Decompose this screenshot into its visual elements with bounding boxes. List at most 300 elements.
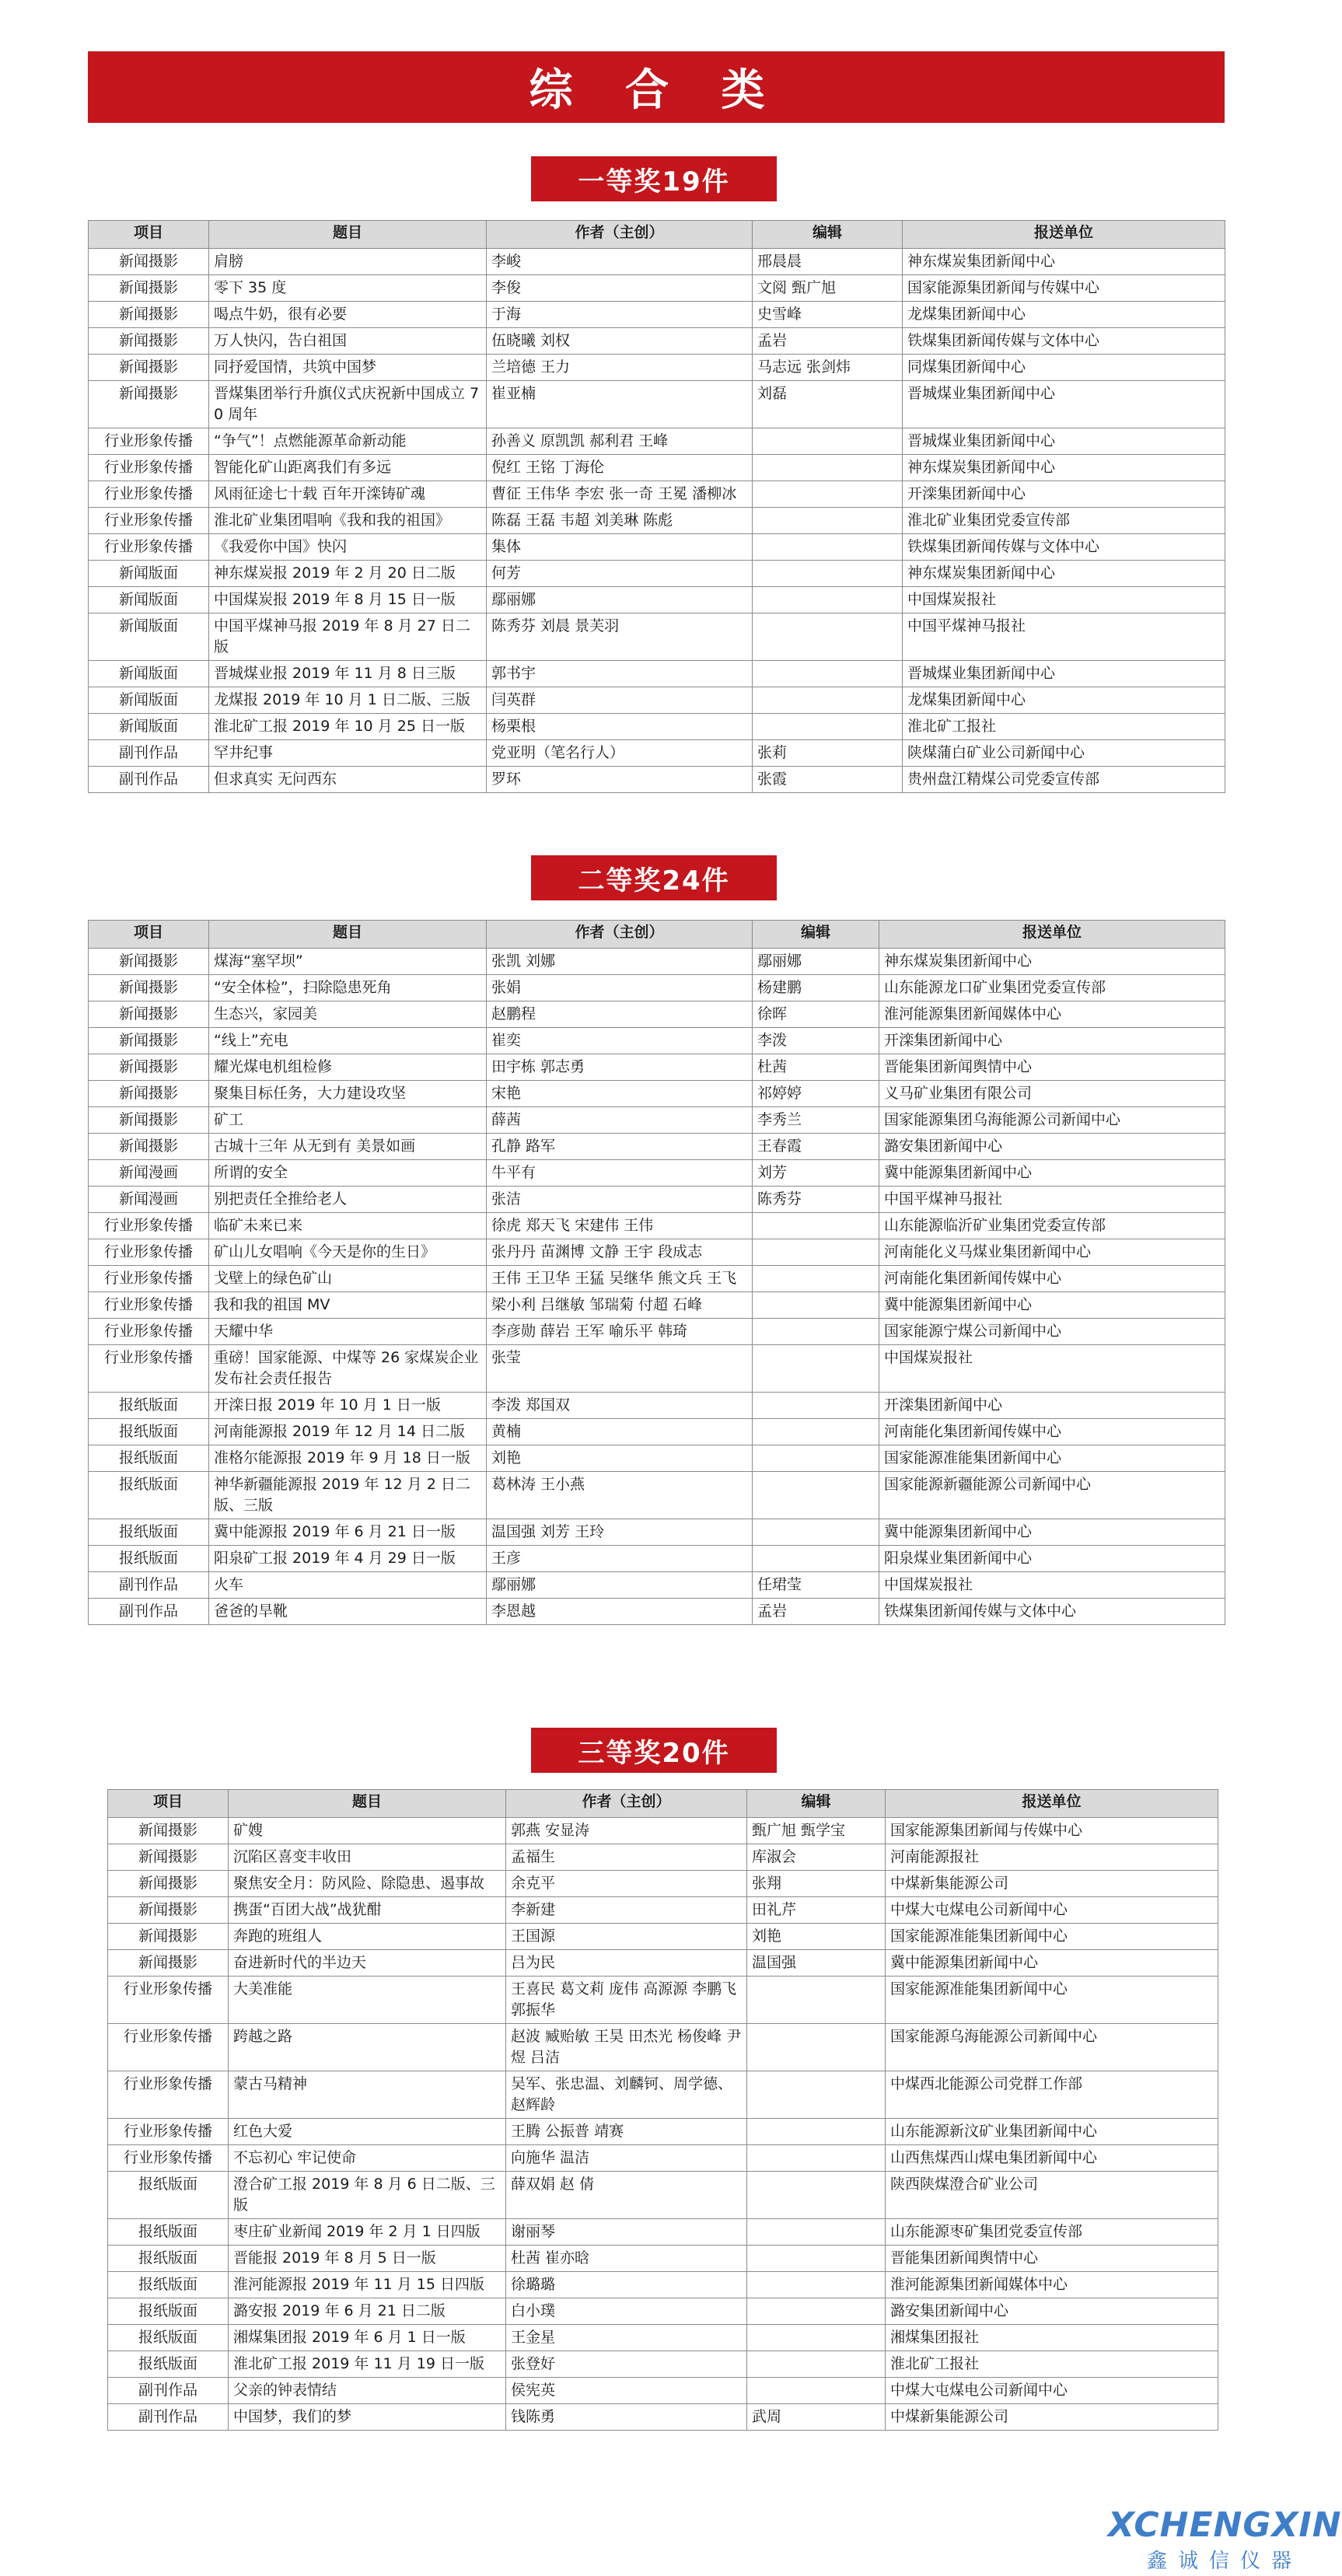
category-cell: 行业形象传播 — [108, 2119, 229, 2145]
category-cell: 新闻摄影 — [108, 1844, 229, 1871]
editor-cell — [747, 2378, 886, 2404]
category-cell: 行业形象传播 — [89, 1292, 209, 1319]
title-cell: 龙煤报 2019 年 10 月 1 日二版、三版 — [209, 687, 487, 714]
category-cell: 副刊作品 — [108, 2404, 229, 2431]
editor-cell — [747, 2145, 886, 2172]
category-cell: 报纸版面 — [89, 1472, 209, 1519]
unit-cell: 中煤西北能源公司党群工作部 — [886, 2071, 1218, 2119]
title-cell: 开滦日报 2019 年 10 月 1 日一版 — [209, 1393, 487, 1419]
author-cell: 赵波 臧贻敏 王昊 田杰光 杨俊峰 尹煜 吕洁 — [506, 2024, 747, 2071]
editor-cell — [753, 1345, 879, 1393]
editor-cell — [747, 2325, 886, 2351]
table-row — [89, 949, 1225, 975]
editor-cell: 李秀兰 — [753, 1107, 879, 1134]
unit-cell: 陕西陕煤澄合矿业公司 — [886, 2172, 1218, 2219]
title-cell: 我和我的祖国 MV — [209, 1292, 487, 1319]
title-cell: 晋能报 2019 年 8 月 5 日一版 — [229, 2246, 506, 2272]
category-cell: 报纸版面 — [108, 2272, 229, 2298]
editor-cell — [753, 1419, 879, 1445]
category-cell: 行业形象传播 — [89, 1239, 209, 1266]
table-row — [89, 455, 1225, 481]
title-cell: 戈壁上的绿色矿山 — [209, 1266, 487, 1292]
author-cell: 薛茜 — [487, 1107, 753, 1134]
title-cell: 晋城煤业报 2019 年 11 月 8 日三版 — [209, 661, 487, 687]
table-row — [89, 1546, 1225, 1572]
editor-cell: 祁婷婷 — [753, 1081, 879, 1107]
unit-cell: 中煤新集能源公司 — [886, 1871, 1218, 1897]
table-row — [108, 2024, 1218, 2071]
unit-cell: 贵州盘江精煤公司党委宣传部 — [903, 767, 1225, 793]
table-row — [89, 613, 1225, 661]
table-row — [89, 1160, 1225, 1187]
author-cell: 曹征 王伟华 李宏 张一奇 王冕 潘柳冰 — [487, 481, 753, 508]
title-cell: 同抒爱国情，共筑中国梦 — [209, 355, 487, 381]
unit-cell: 冀中能源集团新闻中心 — [886, 1950, 1218, 1977]
table-row — [89, 328, 1225, 355]
editor-cell: 温国强 — [747, 1950, 886, 1977]
column-header: 作者（主创） — [487, 921, 753, 949]
category-cell: 新闻摄影 — [89, 249, 209, 275]
author-cell: 王伟 王卫华 王猛 吴继华 熊文兵 王飞 — [487, 1266, 753, 1292]
category-cell: 行业形象传播 — [89, 455, 209, 481]
author-cell: 徐璐璐 — [506, 2272, 747, 2298]
unit-cell: 淮北矿工报社 — [886, 2351, 1218, 2378]
column-header: 题目 — [209, 921, 487, 949]
title-cell: 神东煤炭报 2019 年 2 月 20 日二版 — [209, 561, 487, 587]
author-cell: 张丹丹 苗渊博 文静 王宇 段成志 — [487, 1239, 753, 1266]
editor-cell: 邢晨晨 — [753, 249, 903, 275]
category-cell: 新闻摄影 — [108, 1924, 229, 1950]
author-cell: 王国源 — [506, 1924, 747, 1950]
table-row — [108, 1871, 1218, 1897]
title-cell: 淮北矿工报 2019 年 10 月 25 日一版 — [209, 714, 487, 740]
author-cell: 田宇栋 郭志勇 — [487, 1054, 753, 1081]
editor-cell: 甄广旭 甄学宝 — [747, 1818, 886, 1844]
category-cell: 新闻版面 — [89, 687, 209, 714]
section-title: 三等奖20件 — [531, 1728, 777, 1773]
unit-cell: 冀中能源集团新闻中心 — [879, 1292, 1225, 1319]
table-row — [108, 2378, 1218, 2404]
editor-cell: 杜茜 — [753, 1054, 879, 1081]
unit-cell: 铁煤集团新闻传媒与文体中心 — [903, 534, 1225, 561]
editor-cell — [753, 534, 903, 561]
table-row — [89, 355, 1225, 381]
editor-cell — [753, 587, 903, 613]
editor-cell — [753, 613, 903, 661]
column-header: 编辑 — [753, 221, 903, 249]
author-cell: 崔亚楠 — [487, 381, 753, 428]
table-row — [89, 740, 1225, 767]
title-cell: 淮北矿业集团唱响《我和我的祖国》 — [209, 508, 487, 534]
table-row — [108, 2325, 1218, 2351]
category-cell: 新闻版面 — [89, 714, 209, 740]
title-cell: 阳泉矿工报 2019 年 4 月 29 日一版 — [209, 1546, 487, 1572]
unit-cell: 晋城煤业集团新闻中心 — [903, 661, 1225, 687]
unit-cell: 淮河能源集团新闻媒体中心 — [886, 2272, 1218, 2298]
unit-cell: 国家能源集团新闻与传媒中心 — [886, 1818, 1218, 1844]
unit-cell: 山西焦煤西山煤电集团新闻中心 — [886, 2145, 1218, 2172]
editor-cell: 李泼 — [753, 1028, 879, 1054]
table-row — [108, 2246, 1218, 2272]
editor-cell: 徐晖 — [753, 1001, 879, 1028]
title-cell: 万人快闪，告白祖国 — [209, 328, 487, 355]
title-cell: 但求真实 无问西东 — [209, 767, 487, 793]
category-cell: 行业形象传播 — [89, 1266, 209, 1292]
category-cell: 报纸版面 — [89, 1546, 209, 1572]
column-header: 项目 — [108, 1790, 229, 1818]
column-header: 作者（主创） — [487, 221, 753, 249]
author-cell: 李新建 — [506, 1897, 747, 1924]
unit-cell: 山东能源枣矿集团党委宣传部 — [886, 2219, 1218, 2246]
editor-cell — [747, 2272, 886, 2298]
editor-cell: 田礼芹 — [747, 1897, 886, 1924]
unit-cell: 中国煤炭报社 — [903, 587, 1225, 613]
unit-cell: 铁煤集团新闻传媒与文体中心 — [903, 328, 1225, 355]
category-cell: 报纸版面 — [108, 2172, 229, 2219]
author-cell: 向施华 温洁 — [506, 2145, 747, 2172]
table-row — [89, 1472, 1225, 1519]
editor-cell — [753, 455, 903, 481]
unit-cell: 国家能源准能集团新闻中心 — [886, 1924, 1218, 1950]
author-cell: 杨栗根 — [487, 714, 753, 740]
title-cell: 潞安报 2019 年 6 月 21 日二版 — [229, 2298, 506, 2325]
table-row — [89, 1266, 1225, 1292]
column-header: 项目 — [89, 221, 209, 249]
title-cell: 重磅！国家能源、中煤等 26 家煤炭企业发布社会责任报告 — [209, 1345, 487, 1393]
author-cell: 鄢丽娜 — [487, 587, 753, 613]
author-cell: 葛林涛 王小燕 — [487, 1472, 753, 1519]
title-cell: 沉陷区喜变丰收田 — [229, 1844, 506, 1871]
category-cell: 新闻摄影 — [108, 1871, 229, 1897]
category-cell: 报纸版面 — [89, 1419, 209, 1445]
editor-cell — [753, 1546, 879, 1572]
category-cell: 副刊作品 — [89, 767, 209, 793]
author-cell: 梁小利 吕继敏 邹瑞菊 付超 石峰 — [487, 1292, 753, 1319]
table-row — [89, 1419, 1225, 1445]
editor-cell — [753, 714, 903, 740]
title-cell: 矿工 — [209, 1107, 487, 1134]
author-cell: 白小璞 — [506, 2298, 747, 2325]
title-cell: 《我爱你中国》快闪 — [209, 534, 487, 561]
author-cell: 郭书宇 — [487, 661, 753, 687]
category-cell: 报纸版面 — [108, 2246, 229, 2272]
unit-cell: 中煤大屯煤电公司新闻中心 — [886, 1897, 1218, 1924]
title-cell: 临矿未来已来 — [209, 1213, 487, 1239]
editor-cell — [747, 2119, 886, 2145]
column-header: 编辑 — [753, 921, 879, 949]
unit-cell: 淮北矿工报社 — [903, 714, 1225, 740]
category-cell: 新闻版面 — [89, 587, 209, 613]
category-cell: 新闻摄影 — [89, 381, 209, 428]
editor-cell — [753, 1319, 879, 1345]
table-row — [108, 1924, 1218, 1950]
award-table — [107, 1789, 1218, 2431]
category-cell: 新闻摄影 — [89, 275, 209, 302]
author-cell: 闫英群 — [487, 687, 753, 714]
title-cell: 不忘初心 牢记使命 — [229, 2145, 506, 2172]
unit-cell: 铁煤集团新闻传媒与文体中心 — [879, 1599, 1225, 1625]
category-cell: 行业形象传播 — [108, 2024, 229, 2071]
category-cell: 副刊作品 — [89, 1572, 209, 1599]
editor-cell: 鄢丽娜 — [753, 949, 879, 975]
author-cell: 张凯 刘娜 — [487, 949, 753, 975]
editor-cell: 张翔 — [747, 1871, 886, 1897]
category-cell: 新闻摄影 — [108, 1818, 229, 1844]
category-cell: 新闻摄影 — [89, 975, 209, 1001]
author-cell: 兰培德 王力 — [487, 355, 753, 381]
table-row — [108, 2272, 1218, 2298]
table-row — [89, 1572, 1225, 1599]
table-row — [89, 687, 1225, 714]
table-row — [89, 508, 1225, 534]
category-cell: 副刊作品 — [108, 2378, 229, 2404]
table-row — [89, 561, 1225, 587]
column-header: 作者（主创） — [506, 1790, 747, 1818]
category-cell: 新闻版面 — [89, 613, 209, 661]
table-row — [108, 1950, 1218, 1977]
author-cell: 孙善义 原凯凯 郝利君 王峰 — [487, 428, 753, 455]
category-cell: 行业形象传播 — [89, 1213, 209, 1239]
unit-cell: 山东能源龙口矿业集团党委宣传部 — [879, 975, 1225, 1001]
editor-cell: 陈秀芬 — [753, 1187, 879, 1213]
table-row — [89, 661, 1225, 687]
unit-cell: 湘煤集团报社 — [886, 2325, 1218, 2351]
category-cell: 新闻摄影 — [108, 1950, 229, 1977]
table-row — [89, 1393, 1225, 1419]
unit-cell: 陕煤蒲白矿业公司新闻中心 — [903, 740, 1225, 767]
table-row — [108, 1897, 1218, 1924]
author-cell: 谢丽琴 — [506, 2219, 747, 2246]
title-cell: 聚焦安全月：防风险、除隐患、遏事故 — [229, 1871, 506, 1897]
author-cell: 宋艳 — [487, 1081, 753, 1107]
title-cell: 奋进新时代的半边天 — [229, 1950, 506, 1977]
author-cell: 温国强 刘芳 王玲 — [487, 1519, 753, 1546]
table-row — [108, 2119, 1218, 2145]
category-cell: 新闻摄影 — [89, 355, 209, 381]
editor-cell — [753, 508, 903, 534]
title-cell: 罕井纪事 — [209, 740, 487, 767]
column-header: 报送单位 — [886, 1790, 1218, 1818]
table-row — [89, 1107, 1225, 1134]
author-cell: 刘艳 — [487, 1445, 753, 1472]
author-cell: 张登好 — [506, 2351, 747, 2378]
award-table — [88, 220, 1225, 793]
title-cell: 晋煤集团举行升旗仪式庆祝新中国成立 70 周年 — [209, 381, 487, 428]
editor-cell — [753, 428, 903, 455]
unit-cell: 国家能源宁煤公司新闻中心 — [879, 1319, 1225, 1345]
category-cell: 报纸版面 — [89, 1519, 209, 1546]
author-cell: 徐虎 郑天飞 宋建伟 王伟 — [487, 1213, 753, 1239]
category-cell: 报纸版面 — [108, 2219, 229, 2246]
unit-cell: 义马矿业集团有限公司 — [879, 1081, 1225, 1107]
table-row — [108, 2071, 1218, 2119]
table-row — [108, 2219, 1218, 2246]
unit-cell: 中煤大屯煤电公司新闻中心 — [886, 2378, 1218, 2404]
title-cell: 淮北矿工报 2019 年 11 月 19 日一版 — [229, 2351, 506, 2378]
editor-cell — [747, 2024, 886, 2071]
editor-cell — [747, 2351, 886, 2378]
unit-cell: 山东能源新汶矿业集团新闻中心 — [886, 2119, 1218, 2145]
category-cell: 行业形象传播 — [108, 2145, 229, 2172]
unit-cell: 晋城煤业集团新闻中心 — [903, 428, 1225, 455]
column-header: 报送单位 — [879, 921, 1225, 949]
category-cell: 新闻漫画 — [89, 1187, 209, 1213]
editor-cell: 刘磊 — [753, 381, 903, 428]
unit-cell: 山东能源临沂矿业集团党委宣传部 — [879, 1213, 1225, 1239]
author-cell: 李泼 郑国双 — [487, 1393, 753, 1419]
author-cell: 牛平有 — [487, 1160, 753, 1187]
title-cell: 神华新疆能源报 2019 年 12 月 2 日二版、三版 — [209, 1472, 487, 1519]
author-cell: 李恩越 — [487, 1599, 753, 1625]
editor-cell — [753, 687, 903, 714]
author-cell: 党亚明（笔名行人） — [487, 740, 753, 767]
category-cell: 新闻版面 — [89, 561, 209, 587]
table-row — [89, 534, 1225, 561]
editor-cell: 张莉 — [753, 740, 903, 767]
title-cell: 古城十三年 从无到有 美景如画 — [209, 1134, 487, 1160]
editor-cell — [753, 1239, 879, 1266]
author-cell: 孔静 路军 — [487, 1134, 753, 1160]
author-cell: 罗环 — [487, 767, 753, 793]
category-cell: 行业形象传播 — [108, 1977, 229, 2024]
author-cell: 伍晓曦 刘权 — [487, 328, 753, 355]
table-row — [108, 2145, 1218, 2172]
title-cell: “安全体检”，扫除隐患死角 — [209, 975, 487, 1001]
title-cell: 火车 — [209, 1572, 487, 1599]
table-row — [89, 249, 1225, 275]
title-cell: 耀光煤电机组检修 — [209, 1054, 487, 1081]
table-row — [108, 2172, 1218, 2219]
author-cell: 鄢丽娜 — [487, 1572, 753, 1599]
unit-cell: 开滦集团新闻中心 — [879, 1393, 1225, 1419]
title-cell: 父亲的钟表情结 — [229, 2378, 506, 2404]
table-row — [108, 1977, 1218, 2024]
unit-cell: 中国平煤神马报社 — [879, 1187, 1225, 1213]
unit-cell: 中国煤炭报社 — [879, 1572, 1225, 1599]
unit-cell: 神东煤炭集团新闻中心 — [903, 455, 1225, 481]
unit-cell: 龙煤集团新闻中心 — [903, 687, 1225, 714]
table-row — [108, 2404, 1218, 2431]
editor-cell: 史雪峰 — [753, 302, 903, 328]
table-row — [89, 587, 1225, 613]
title-cell: 喝点牛奶，很有必要 — [209, 302, 487, 328]
logo-text: XCHENGXIN — [1108, 2505, 1342, 2545]
editor-cell: 张霞 — [753, 767, 903, 793]
author-cell: 张娟 — [487, 975, 753, 1001]
category-cell: 新闻漫画 — [89, 1160, 209, 1187]
author-cell: 郭燕 安显涛 — [506, 1818, 747, 1844]
author-cell: 张洁 — [487, 1187, 753, 1213]
table-row — [89, 1001, 1225, 1028]
editor-cell: 刘艳 — [747, 1924, 886, 1950]
editor-cell — [747, 2071, 886, 2119]
table-row — [89, 1599, 1225, 1625]
category-cell: 副刊作品 — [89, 740, 209, 767]
unit-cell: 神东煤炭集团新闻中心 — [879, 949, 1225, 975]
author-cell: 张莹 — [487, 1345, 753, 1393]
category-cell: 行业形象传播 — [89, 508, 209, 534]
unit-cell: 中国煤炭报社 — [879, 1345, 1225, 1393]
title-cell: 肩膀 — [209, 249, 487, 275]
editor-cell — [747, 2246, 886, 2272]
table-row — [89, 275, 1225, 302]
category-cell: 行业形象传播 — [89, 534, 209, 561]
title-cell: 淮河能源报 2019 年 11 月 15 日四版 — [229, 2272, 506, 2298]
unit-cell: 国家能源乌海能源公司新闻中心 — [886, 2024, 1218, 2071]
editor-cell — [747, 2298, 886, 2325]
editor-cell — [747, 2219, 886, 2246]
table-row — [89, 1345, 1225, 1393]
unit-cell: 冀中能源集团新闻中心 — [879, 1519, 1225, 1546]
editor-cell: 库淑会 — [747, 1844, 886, 1871]
table-row — [89, 1187, 1225, 1213]
editor-cell: 任珺莹 — [753, 1572, 879, 1599]
title-cell: 大美准能 — [229, 1977, 506, 2024]
author-cell: 杜茜 崔亦晗 — [506, 2246, 747, 2272]
unit-cell: 国家能源集团新闻与传媒中心 — [903, 275, 1225, 302]
author-cell: 赵鹏程 — [487, 1001, 753, 1028]
category-cell: 报纸版面 — [108, 2298, 229, 2325]
section-title: 二等奖24件 — [531, 855, 777, 900]
title-cell: 别把责任全推给老人 — [209, 1187, 487, 1213]
editor-cell — [753, 1292, 879, 1319]
category-cell: 新闻摄影 — [108, 1897, 229, 1924]
title-cell: 矿嫂 — [229, 1818, 506, 1844]
title-cell: 奔跑的班组人 — [229, 1924, 506, 1950]
unit-cell: 中煤新集能源公司 — [886, 2404, 1218, 2431]
table-row — [89, 1213, 1225, 1239]
category-cell: 新闻摄影 — [89, 302, 209, 328]
table-row — [89, 1445, 1225, 1472]
category-cell: 新闻版面 — [89, 661, 209, 687]
unit-cell: 国家能源准能集团新闻中心 — [886, 1977, 1218, 2024]
title-cell: 跨越之路 — [229, 2024, 506, 2071]
author-cell: 王腾 公振普 靖赛 — [506, 2119, 747, 2145]
title-cell: 矿山儿女唱响《今天是你的生日》 — [209, 1239, 487, 1266]
table-row — [89, 1134, 1225, 1160]
author-cell: 孟福生 — [506, 1844, 747, 1871]
table-row — [108, 1818, 1218, 1844]
title-cell: 中国煤炭报 2019 年 8 月 15 日一版 — [209, 587, 487, 613]
table-row — [89, 1054, 1225, 1081]
editor-cell — [747, 2172, 886, 2219]
unit-cell: 阳泉煤业集团新闻中心 — [879, 1546, 1225, 1572]
table-row — [89, 1519, 1225, 1546]
author-cell: 侯宪英 — [506, 2378, 747, 2404]
column-header: 题目 — [209, 221, 487, 249]
logo-subtitle: 鑫诚信仪器 — [1146, 2550, 1302, 2573]
column-header: 项目 — [89, 921, 209, 949]
category-cell: 新闻摄影 — [89, 328, 209, 355]
table-row — [89, 1292, 1225, 1319]
title-cell: 智能化矿山距离我们有多远 — [209, 455, 487, 481]
title-cell: 中国平煤神马报 2019 年 8 月 27 日二版 — [209, 613, 487, 661]
category-cell: 报纸版面 — [108, 2351, 229, 2378]
category-banner: 综 合 类 — [88, 51, 1225, 123]
table-header-row — [108, 1790, 1218, 1818]
table-row — [89, 767, 1225, 793]
editor-cell — [753, 1393, 879, 1419]
unit-cell: 同煤集团新闻中心 — [903, 355, 1225, 381]
title-cell: 风雨征途七十载 百年开滦铸矿魂 — [209, 481, 487, 508]
title-cell: 澄合矿工报 2019 年 8 月 6 日二版、三版 — [229, 2172, 506, 2219]
category-cell: 新闻摄影 — [89, 1028, 209, 1054]
author-cell: 钱陈勇 — [506, 2404, 747, 2431]
editor-cell — [753, 481, 903, 508]
editor-cell — [747, 1977, 886, 2024]
category-cell: 新闻摄影 — [89, 949, 209, 975]
editor-cell — [753, 1445, 879, 1472]
